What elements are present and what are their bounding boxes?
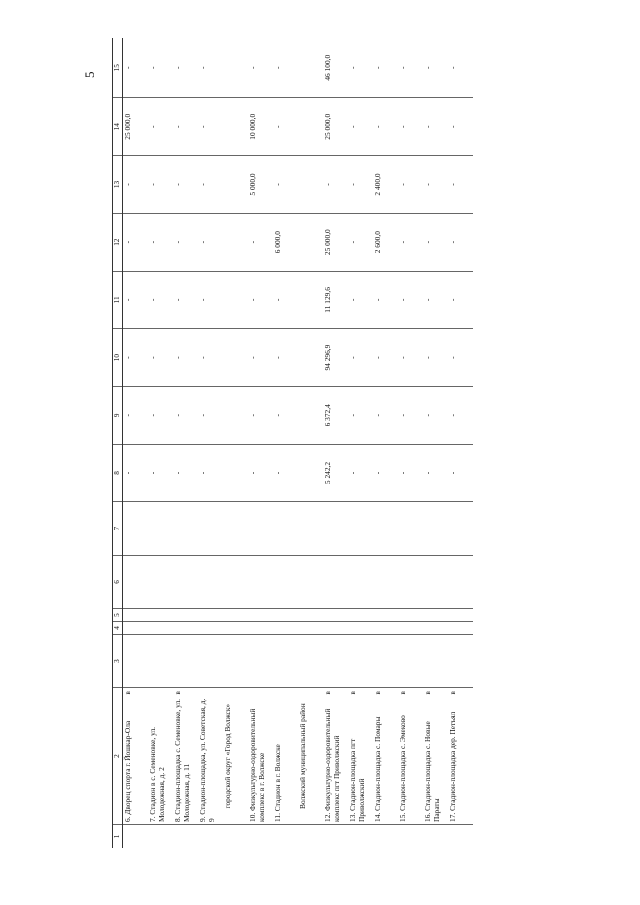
value-cell-c13: - (323, 156, 348, 214)
table-cell (398, 634, 423, 687)
facility-name: 13. Стадион-площадка пгт Приволжский (348, 738, 366, 822)
header-cell-5: 5 (113, 609, 123, 622)
table-cell (423, 609, 448, 622)
facility-name: 8. Стадион-площадка с. Семеновке, ул. Молодежная, д. 11 (173, 699, 191, 822)
table-cell (248, 555, 273, 608)
facility-name-cell (323, 688, 348, 825)
facility-name-cell (423, 688, 448, 825)
table-cell (423, 622, 448, 635)
table-cell (448, 825, 473, 849)
facility-name-cell (348, 688, 373, 825)
table-cell (298, 98, 323, 156)
table-cell (273, 825, 298, 849)
value-cell-c13: 2 400,0 (373, 156, 398, 214)
table-cell (323, 609, 348, 622)
rotated-table-container (112, 36, 564, 848)
table-cell (148, 622, 173, 635)
table-cell (448, 609, 473, 622)
table-cell (448, 622, 473, 635)
value-cell-c12: - (248, 213, 273, 271)
value-cell-c13: - (173, 156, 198, 214)
table-cell (198, 634, 223, 687)
value-cell-c12: - (173, 213, 198, 271)
facility-name-cell (273, 688, 298, 825)
value-cell-c11: - (448, 271, 473, 329)
row-mark: в (124, 691, 132, 695)
table-cell (198, 825, 223, 849)
table-row (398, 38, 423, 848)
header-cell-4: 4 (113, 622, 123, 635)
value-cell-c14: - (148, 98, 173, 156)
header-cell-2: 2 (113, 688, 123, 825)
table-cell (273, 622, 298, 635)
value-cell-c10: - (273, 329, 298, 387)
facility-name: 7. Стадион в с. Семеновке, ул. Молодежная, д. 2 (148, 726, 166, 822)
value-cell-c11: - (348, 271, 373, 329)
value-cell-c9: - (248, 386, 273, 444)
value-cell-c11: - (173, 271, 198, 329)
table-cell (398, 555, 423, 608)
value-cell-c15: - (448, 38, 473, 98)
value-cell-c11: - (148, 271, 173, 329)
value-cell-c10: - (248, 329, 273, 387)
row-mark: в (449, 691, 457, 695)
value-cell-c14: - (373, 98, 398, 156)
table-cell (248, 622, 273, 635)
table-cell (198, 555, 223, 608)
table-cell (223, 609, 248, 622)
header-cell-14: 14 (113, 98, 123, 156)
table-cell (273, 634, 298, 687)
table-cell (123, 609, 149, 622)
value-cell-c10: - (398, 329, 423, 387)
value-cell-c8: - (398, 444, 423, 502)
header-cell-10: 10 (113, 329, 123, 387)
value-cell-c10: - (173, 329, 198, 387)
table-cell (348, 825, 373, 849)
value-cell-c15: - (148, 38, 173, 98)
table-cell (373, 825, 398, 849)
table-cell (148, 634, 173, 687)
facility-name-cell (373, 688, 398, 825)
value-cell-c8: 5 242,2 (323, 444, 348, 502)
value-cell-c14: - (348, 98, 373, 156)
value-cell-c14: - (273, 98, 298, 156)
table-cell (298, 38, 323, 98)
table-cell (223, 634, 248, 687)
header-cell-3: 3 (113, 634, 123, 687)
table-cell (398, 825, 423, 849)
table-cell (123, 825, 149, 849)
table-cell (248, 825, 273, 849)
facility-name-cell (148, 688, 173, 825)
table-cell (248, 634, 273, 687)
facility-name: 11. Стадион в г. Волжске (273, 744, 282, 822)
row-mark: в (374, 691, 382, 695)
value-cell-c8: - (348, 444, 373, 502)
table-cell (198, 502, 223, 555)
table-row (448, 38, 473, 848)
value-cell-c12: - (198, 213, 223, 271)
table-cell (298, 156, 323, 214)
table-cell (123, 555, 149, 608)
table-cell (123, 502, 149, 555)
table-cell (198, 609, 223, 622)
table-cell (223, 386, 248, 444)
value-cell-c13: - (398, 156, 423, 214)
value-cell-c14: - (448, 98, 473, 156)
table-cell (173, 502, 198, 555)
table-cell (323, 634, 348, 687)
table-cell (223, 825, 248, 849)
facility-name-cell (198, 688, 223, 825)
value-cell-c8: - (448, 444, 473, 502)
value-cell-c10: 94 296,9 (323, 329, 348, 387)
table-cell (448, 555, 473, 608)
value-cell-c13: 5 000,0 (248, 156, 273, 214)
value-cell-c8: - (198, 444, 223, 502)
value-cell-c8: - (373, 444, 398, 502)
value-cell-c10: - (348, 329, 373, 387)
section-heading: Волжский муниципальный район (298, 688, 323, 825)
value-cell-c11: 11 129,6 (323, 271, 348, 329)
table-cell (398, 622, 423, 635)
table-cell (173, 609, 198, 622)
header-cell-6: 6 (113, 555, 123, 608)
table-cell (423, 502, 448, 555)
table-row (273, 38, 298, 848)
value-cell-c12: - (348, 213, 373, 271)
facility-name: 17. Стадион-площадка дер. Петъял (448, 711, 457, 822)
value-cell-c13: - (448, 156, 473, 214)
table-cell (323, 555, 348, 608)
table-cell (148, 555, 173, 608)
value-cell-c11: - (123, 271, 149, 329)
value-cell-c14: - (423, 98, 448, 156)
value-cell-c9: 6 372,4 (323, 386, 348, 444)
value-cell-c9: - (348, 386, 373, 444)
table-row (198, 38, 223, 848)
header-cell-8: 8 (113, 444, 123, 502)
value-cell-c10: - (423, 329, 448, 387)
table-cell (123, 622, 149, 635)
table-row (173, 38, 198, 848)
row-mark: в (174, 691, 182, 695)
header-cell-1: 1 (113, 825, 123, 849)
facility-name: 6. Дворец спорта г. Йошкар-Ола (123, 720, 132, 822)
table-cell (373, 609, 398, 622)
table-cell (373, 622, 398, 635)
table-cell (423, 555, 448, 608)
value-cell-c12: - (123, 213, 149, 271)
table-cell (148, 502, 173, 555)
table-cell (398, 502, 423, 555)
facility-name: 12. Физкультурно-оздоровительный комплекс пгт Приволжский (323, 708, 341, 822)
value-cell-c11: - (373, 271, 398, 329)
table-cell (223, 622, 248, 635)
table-cell (298, 444, 323, 502)
value-cell-c14: 10 000,0 (248, 98, 273, 156)
value-cell-c15: - (123, 38, 149, 98)
value-cell-c10: - (148, 329, 173, 387)
value-cell-c13: - (348, 156, 373, 214)
table-body (123, 38, 474, 848)
value-cell-c15: - (373, 38, 398, 98)
table-cell (223, 38, 248, 98)
table-cell (273, 555, 298, 608)
value-cell-c15: - (198, 38, 223, 98)
facility-name: 9. Стадион-площадка, ул. Советская, д. 9 (198, 698, 216, 822)
value-cell-c9: - (423, 386, 448, 444)
value-cell-c13: - (148, 156, 173, 214)
value-cell-c12: - (448, 213, 473, 271)
value-cell-c11: - (248, 271, 273, 329)
table-cell (298, 825, 323, 849)
value-cell-c13: - (123, 156, 149, 214)
table-cell (223, 271, 248, 329)
value-cell-c9: - (448, 386, 473, 444)
table-cell (348, 555, 373, 608)
table-cell (373, 555, 398, 608)
table-cell (423, 634, 448, 687)
section-heading-row (298, 38, 323, 848)
table-cell (298, 502, 323, 555)
value-cell-c9: - (173, 386, 198, 444)
table-cell (298, 609, 323, 622)
value-cell-c12: 2 600,0 (373, 213, 398, 271)
table-cell (348, 622, 373, 635)
table-cell (298, 213, 323, 271)
facility-name-cell (448, 688, 473, 825)
table-cell (248, 609, 273, 622)
table-cell (173, 555, 198, 608)
value-cell-c11: - (273, 271, 298, 329)
table-cell (323, 502, 348, 555)
value-cell-c11: - (423, 271, 448, 329)
table-cell (298, 386, 323, 444)
table-cell (323, 622, 348, 635)
table-cell (273, 502, 298, 555)
table-cell (198, 622, 223, 635)
table-row (148, 38, 173, 848)
table-cell (298, 622, 323, 635)
table-cell (373, 502, 398, 555)
facility-name: 16. Стадион-площадка с. Новые Параты (423, 721, 441, 822)
value-cell-c10: - (123, 329, 149, 387)
value-cell-c13: - (423, 156, 448, 214)
table-cell (123, 634, 149, 687)
value-cell-c10: - (448, 329, 473, 387)
table-cell (348, 609, 373, 622)
row-mark: в (424, 691, 432, 695)
value-cell-c9: - (373, 386, 398, 444)
value-cell-c14: - (173, 98, 198, 156)
table-cell (448, 502, 473, 555)
table-cell (173, 622, 198, 635)
table-cell (148, 825, 173, 849)
page-number: 5 (82, 71, 97, 78)
facility-name: 15. Стадион-площадка с. Эмеково (398, 715, 407, 822)
table-row (123, 38, 149, 848)
table-cell (298, 555, 323, 608)
value-cell-c8: - (173, 444, 198, 502)
table-row (348, 38, 373, 848)
value-cell-c15: 46 100,0 (323, 38, 348, 98)
value-cell-c8: - (423, 444, 448, 502)
value-cell-c14: - (398, 98, 423, 156)
table-row (373, 38, 398, 848)
value-cell-c15: - (273, 38, 298, 98)
table-cell (298, 329, 323, 387)
table-row (248, 38, 273, 848)
value-cell-c15: - (248, 38, 273, 98)
table-cell (223, 502, 248, 555)
table-cell (373, 634, 398, 687)
table-cell (448, 634, 473, 687)
value-cell-c14: 25 000,0 (323, 98, 348, 156)
value-cell-c9: - (398, 386, 423, 444)
value-cell-c10: - (373, 329, 398, 387)
table-cell (298, 271, 323, 329)
value-cell-c8: - (148, 444, 173, 502)
value-cell-c11: - (198, 271, 223, 329)
value-cell-c10: - (198, 329, 223, 387)
value-cell-c12: - (423, 213, 448, 271)
value-cell-c8: - (273, 444, 298, 502)
value-cell-c9: - (198, 386, 223, 444)
facility-name-cell (123, 688, 149, 825)
header-cell-12: 12 (113, 213, 123, 271)
header-cell-13: 13 (113, 156, 123, 214)
table-cell (398, 609, 423, 622)
table-cell (223, 98, 248, 156)
header-cell-7: 7 (113, 502, 123, 555)
value-cell-c11: - (398, 271, 423, 329)
table-cell (273, 609, 298, 622)
value-cell-c9: - (123, 386, 149, 444)
facility-name-cell (248, 688, 273, 825)
table-row (423, 38, 448, 848)
value-cell-c12: - (398, 213, 423, 271)
table-cell (323, 825, 348, 849)
value-cell-c13: - (198, 156, 223, 214)
value-cell-c12: 25 000,0 (323, 213, 348, 271)
table-cell (173, 634, 198, 687)
facility-name: 14. Стадион-площадка с. Помары (373, 716, 382, 822)
table-cell (223, 444, 248, 502)
row-mark: в (399, 691, 407, 695)
value-cell-c14: - (198, 98, 223, 156)
value-cell-c12: 6 000,0 (273, 213, 298, 271)
value-cell-c13: - (273, 156, 298, 214)
table-cell (348, 502, 373, 555)
header-cell-15: 15 (113, 38, 123, 98)
value-cell-c8: - (248, 444, 273, 502)
value-cell-c15: - (173, 38, 198, 98)
table-cell (148, 609, 173, 622)
value-cell-c9: - (148, 386, 173, 444)
value-cell-c15: - (398, 38, 423, 98)
value-cell-c9: - (273, 386, 298, 444)
funding-table (112, 38, 473, 848)
table-row (323, 38, 348, 848)
header-cell-11: 11 (113, 271, 123, 329)
row-mark: в (349, 691, 357, 695)
table-cell (173, 825, 198, 849)
header-cell-9: 9 (113, 386, 123, 444)
table-cell (223, 555, 248, 608)
value-cell-c8: - (123, 444, 149, 502)
facility-name-cell (398, 688, 423, 825)
value-cell-c12: - (148, 213, 173, 271)
value-cell-c15: - (348, 38, 373, 98)
table-cell (423, 825, 448, 849)
column-number-header (113, 38, 123, 848)
section-heading-row (223, 38, 248, 848)
row-mark: в (324, 691, 332, 695)
value-cell-c14: 25 000,0 (123, 98, 149, 156)
table-cell (223, 213, 248, 271)
table-cell (298, 634, 323, 687)
facility-name: 10. Физкультурно-оздоровительный комплекс в г. Волжске (248, 708, 266, 822)
facility-name-cell (173, 688, 198, 825)
table-cell (348, 634, 373, 687)
table-cell (223, 156, 248, 214)
table-cell (248, 502, 273, 555)
table-cell (223, 329, 248, 387)
value-cell-c15: - (423, 38, 448, 98)
section-heading: городской округ «Город Волжск» (223, 688, 248, 825)
